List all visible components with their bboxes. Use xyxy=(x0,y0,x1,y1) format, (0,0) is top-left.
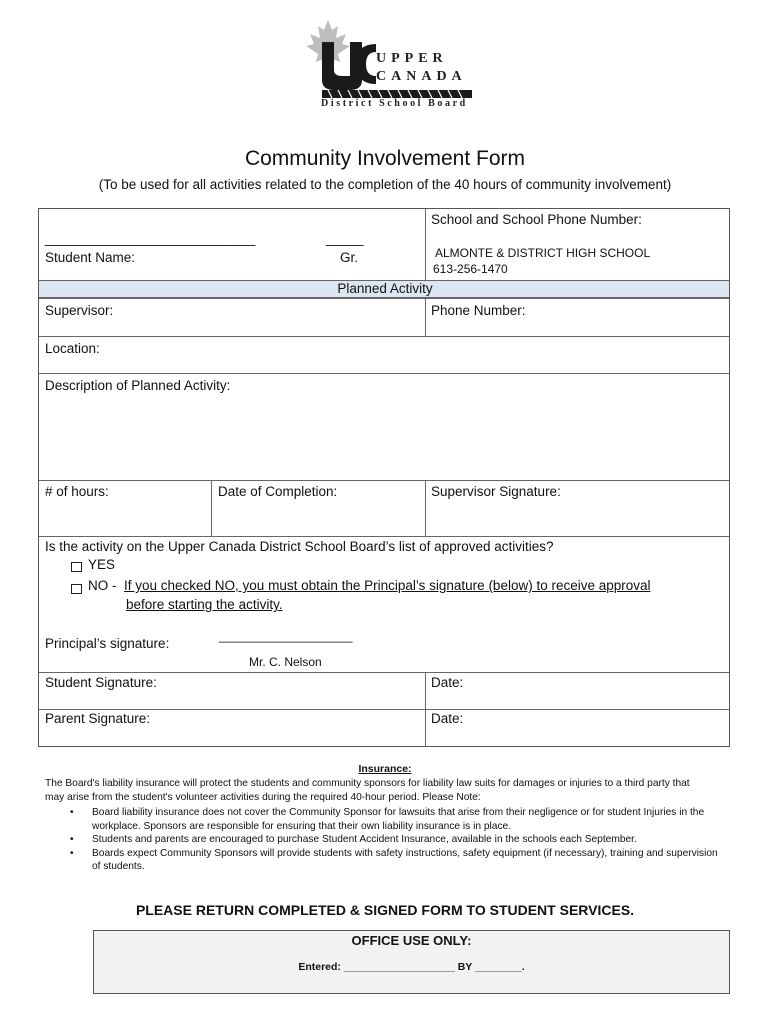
row-divider xyxy=(39,336,729,337)
form-subtitle: (To be used for all activities related to the completion of the 40 hours of community involvement) xyxy=(98,177,672,192)
principal-signature-label: Principal’s signature: xyxy=(45,636,170,651)
planned-activity-label: Planned Activity xyxy=(337,281,433,296)
yes-checkbox[interactable] xyxy=(71,562,82,572)
parent-signature-label: Parent Signature: xyxy=(45,711,151,726)
insurance-note: • Students and parents are encouraged to purchase Student Accident Insurance, available in the schools each September. xyxy=(70,833,720,847)
student-date-label: Date: xyxy=(431,675,464,690)
insurance-notes xyxy=(70,806,720,874)
insurance-note: • Boards expect Community Sponsors will provide students with safety instructions, safety equipment (if necessary), training and supervision of students. xyxy=(70,847,720,874)
no-checkbox[interactable] xyxy=(71,584,82,594)
logo-subtitle: District School Board xyxy=(321,98,468,109)
principal-signature-line[interactable]: ____________________ xyxy=(219,629,353,643)
parent-date-label: Date: xyxy=(431,711,464,726)
column-divider xyxy=(425,209,426,280)
row-divider xyxy=(39,480,729,481)
column-divider xyxy=(211,480,212,536)
supervisor-label: Supervisor: xyxy=(45,303,114,318)
student-name-label: Student Name: xyxy=(45,250,136,265)
column-divider xyxy=(425,298,426,336)
school-label: School and School Phone Number: xyxy=(431,212,642,227)
phone-number-label: Phone Number: xyxy=(431,303,526,318)
school-phone: 613-256-1470 xyxy=(433,262,508,276)
school-name: ALMONTE & DISTRICT HIGH SCHOOL xyxy=(435,246,651,260)
logo-word-upper: UPPER xyxy=(376,51,448,66)
principal-name: Mr. C. Nelson xyxy=(249,655,322,669)
location-label: Location: xyxy=(45,341,100,356)
completion-date-label: Date of Completion: xyxy=(218,484,338,499)
student-name-line[interactable]: ____________________________ xyxy=(45,231,256,246)
grade-line[interactable]: _____ xyxy=(326,231,364,246)
row-divider xyxy=(39,536,729,537)
office-entered-line[interactable]: Entered: ___________________ BY ________. xyxy=(298,961,525,973)
insurance-title: Insurance: xyxy=(358,763,412,775)
no-label: NO - xyxy=(88,578,117,593)
student-signature-label: Student Signature: xyxy=(45,675,157,690)
description-label: Description of Planned Activity: xyxy=(45,378,231,393)
row-divider xyxy=(39,373,729,374)
hours-label: # of hours: xyxy=(45,484,109,499)
row-divider xyxy=(39,709,729,710)
row-divider xyxy=(39,672,729,673)
approval-question: Is the activity on the Upper Canada District School Board’s list of approved activities? xyxy=(45,539,554,554)
grade-label: Gr. xyxy=(340,250,359,265)
column-divider xyxy=(425,672,426,746)
insurance-note: • Board liability insurance does not cover the Community Sponsor for lawsuits that arise from their negligence or for student Injuries in the workplace. Sponsors are responsible for ensuring that their own liability insurance is in place. xyxy=(70,806,720,833)
insurance-text: The Board's liability insurance will protect the students and community sponsors for liability law suits for damages or injuries to a third party that may arise from the student's volunteer activities during the required 40-hour period. Please Note: xyxy=(45,778,690,803)
return-instructions: PLEASE RETURN COMPLETED & SIGNED FORM TO STUDENT SERVICES. xyxy=(135,902,635,918)
supervisor-signature-label: Supervisor Signature: xyxy=(431,484,561,499)
no-instructions-cont: before starting the activity. xyxy=(126,597,283,612)
logo-word-canada: CANADA xyxy=(376,69,467,84)
no-instructions: If you checked NO, you must obtain the Principal’s signature (below) to receive approval xyxy=(124,578,651,593)
yes-label: YES xyxy=(88,557,116,572)
column-divider xyxy=(425,480,426,536)
row-divider xyxy=(39,298,729,299)
office-use-title: OFFICE USE ONLY: xyxy=(351,933,472,948)
form-title: Community Involvement Form xyxy=(244,147,526,170)
